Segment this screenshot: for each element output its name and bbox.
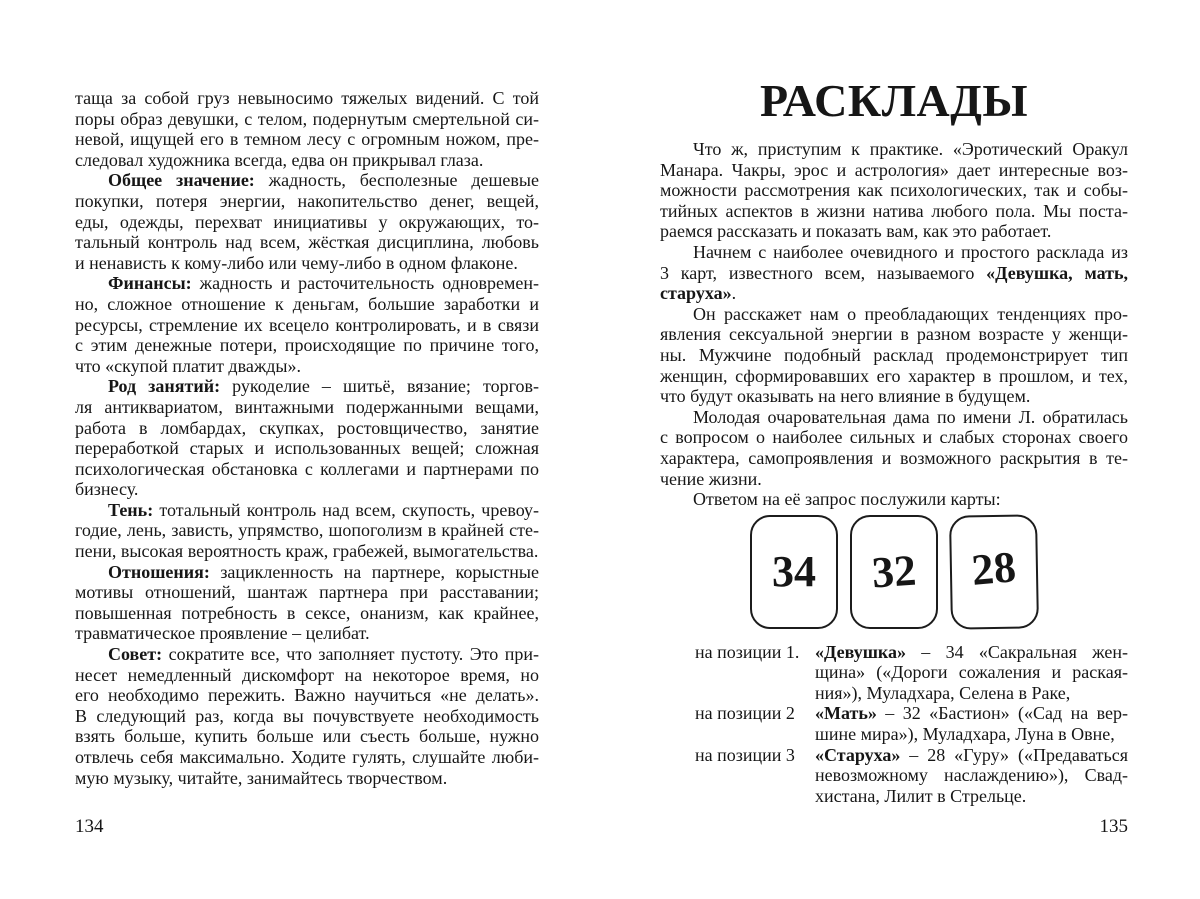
text-line: явления сексуальной энергии в разном возрасте у женщи- (660, 324, 1128, 345)
text-line: тальный контроль над всем, жёсткая дисциплина, любовь (75, 232, 539, 253)
positions-list (660, 642, 1128, 807)
text-line: с вопросом о наиболее сильных и слабых сторонах своего (660, 427, 1128, 448)
text-line: с этим денежные потери, происходящие по причине того, (75, 335, 539, 356)
position-row (660, 745, 1128, 807)
text-line: психологическая обстановка с коллегами и партнерами по (75, 458, 539, 479)
paragraph (75, 644, 539, 788)
text-line: что будут оказывать на него влияние в будущем. (660, 386, 1031, 407)
text-line: 3 карт, известного всем, называемого «Девушка, мать, (660, 262, 1129, 283)
text-line: годие, лень, зависть, упрямство, шопоголизм в крайней сте- (75, 520, 539, 541)
text-line: таща за собой груз невыносимо тяжелых видений. С той (75, 88, 539, 108)
text-line: тийных аспектов в жизни натива любого пола. Мы поста- (660, 200, 1128, 221)
card-28-number: 28 (969, 541, 1018, 595)
text-line: раемся рассказать и показать вам, как это работает. (660, 221, 1052, 242)
position-label: на позиции 2 (695, 703, 795, 724)
position-content (815, 642, 1128, 704)
paragraph (75, 562, 539, 644)
text-line: шине мира»), Муладхара, Луна в Овне, (815, 724, 1115, 745)
text-line: покупки, потеря энергии, накопительство денег, вещей, (75, 190, 539, 211)
text-line: следовал художника всегда, едва он прикрывал глаза. (75, 149, 484, 170)
text-line: Отношения: зацикленность на партнере, корыстные (108, 561, 539, 582)
text-line: что «скупой платит дважды». (75, 355, 302, 376)
card-32 (850, 515, 938, 629)
text-line: невой, ищущей его в темном лесу с огромным ножом, пре- (75, 129, 539, 150)
text-line: Род занятий: рукоделие – шитьё, вязание; торгов- (108, 376, 539, 397)
text-line: «Девушка» – 34 «Сакральная жен- (815, 641, 1128, 662)
text-line: мую музыку, читайте, занимайтесь творчеством. (75, 767, 448, 788)
text-line: но, сложное отношение к деньгам, большие заработки и (75, 293, 539, 314)
text-line: Тень: тотальный контроль над всем, скупость, чревоу- (108, 499, 539, 520)
text-line: В следующий раз, когда вы почувствуете необходимость (75, 705, 539, 726)
text-line: ны. Мужчине подобный расклад продемонстрирует тип (660, 344, 1128, 365)
paragraph (660, 304, 1128, 407)
text-line: чение жизни. (660, 468, 762, 489)
text-line: невозможному наслаждению»), Свад- (815, 765, 1128, 786)
text-line: Начнем с наиболее очевидного и простого расклада из (693, 241, 1128, 262)
text-line: поры образ девушки, с телом, подернутым смертельной си- (75, 108, 539, 129)
chapter-title: РАСКЛАДЫ (759, 75, 1029, 126)
text-line: хистана, Лилит в Стрельце. (815, 785, 1027, 806)
text-line: «Мать» – 32 «Бастион» («Сад на вер- (815, 703, 1128, 724)
position-label: на позиции 3 (695, 744, 795, 765)
paragraph (75, 273, 539, 376)
position-row (660, 642, 1128, 704)
text-line: старуха». (660, 283, 737, 304)
text-line: взять больше, купить больше или съесть больше, нужно (75, 726, 539, 747)
paragraph (75, 170, 539, 273)
cards-row (660, 515, 1128, 629)
text-line: его необходимо пережить. Важно научиться «не делать». (75, 685, 539, 706)
paragraph (75, 88, 539, 170)
text-line: Финансы: жадность и расточительность одновремен- (108, 273, 539, 294)
text-line: Общее значение: жадность, бесполезные дешевые (108, 170, 539, 191)
text-line: и ненависть к кому-либо или чему-либо в одном флаконе. (75, 252, 518, 273)
card-32-number: 32 (870, 545, 918, 598)
text-line: бизнесу. (75, 479, 139, 500)
text-line: повышенная потребность в сексе, онанизм, как крайнее, (75, 602, 539, 623)
paragraph (660, 139, 1128, 242)
position-label: на позиции 1. (695, 641, 800, 662)
position-content (815, 745, 1128, 807)
position-content (815, 703, 1128, 744)
text-line: характера, самопроявления и возможного раскрытия в те- (660, 447, 1128, 468)
text-line: женщин, сформировавших его характер в прошлом, и тех, (660, 365, 1128, 386)
page-number-left: 134 (75, 816, 104, 837)
text-line: мотивы отношений, шантаж партнера при расставании; (75, 582, 539, 603)
text-line: Что ж, приступим к практике. «Эротический Оракул (693, 139, 1128, 159)
text-line: Совет: сократите все, что заполняет пустоту. Это при- (108, 644, 539, 665)
text-line: несет немедленный дискомфорт на некоторое время, но (75, 664, 539, 685)
paragraph (660, 489, 1128, 510)
paragraph (660, 407, 1128, 489)
text-line: отвлечь себя максимально. Ходите гулять, слушайте люби- (75, 747, 539, 767)
page-left (75, 88, 539, 788)
text-line: «Старуха» – 28 «Гуру» («Предаваться (815, 744, 1128, 765)
text-line: Манара. Чакры, эрос и астрология» дает интересные воз- (660, 159, 1128, 180)
text-line: пени, высокая вероятность краж, грабежей, вымогательства. (75, 541, 539, 562)
card-34 (750, 515, 838, 629)
text-line: еды, одежды, перехват инициативы у окружающих, то- (75, 211, 539, 232)
card-28 (949, 514, 1039, 630)
paragraph (75, 500, 539, 562)
left-page-text (75, 88, 539, 788)
text-line: можности рассмотрения как психологических, так и собы- (660, 180, 1128, 201)
text-line: Он расскажет нам о преобладающих тенденциях про- (693, 303, 1128, 324)
page-right (660, 76, 1128, 806)
text-line: ля антиквариатом, винтажными подержанными вещами, (75, 396, 539, 417)
card-34-number: 34 (772, 546, 816, 596)
text-line: Ответом на её запрос послужили карты: (693, 489, 1001, 510)
text-line: травматическое проявление – целибат. (75, 623, 370, 644)
paragraph (75, 376, 539, 500)
text-line: ресурсы, стремление их всецело контролировать, и в связи (75, 314, 539, 335)
text-line: Молодая очаровательная дама по имени Л. обратилась (693, 406, 1128, 427)
text-line: работа в ломбардах, скупках, ростовщичество, занятие (75, 417, 539, 438)
text-line: переработкой старых и использованных вещей; сложная (75, 438, 539, 459)
page-number-right: 135 (1099, 816, 1128, 837)
text-line: ния»), Муладхара, Селена в Раке, (815, 682, 1071, 703)
text-line: щина» («Дороги сожаления и раская- (815, 662, 1128, 683)
paragraph (660, 242, 1128, 304)
right-page-text (660, 139, 1128, 510)
position-row (660, 703, 1128, 744)
